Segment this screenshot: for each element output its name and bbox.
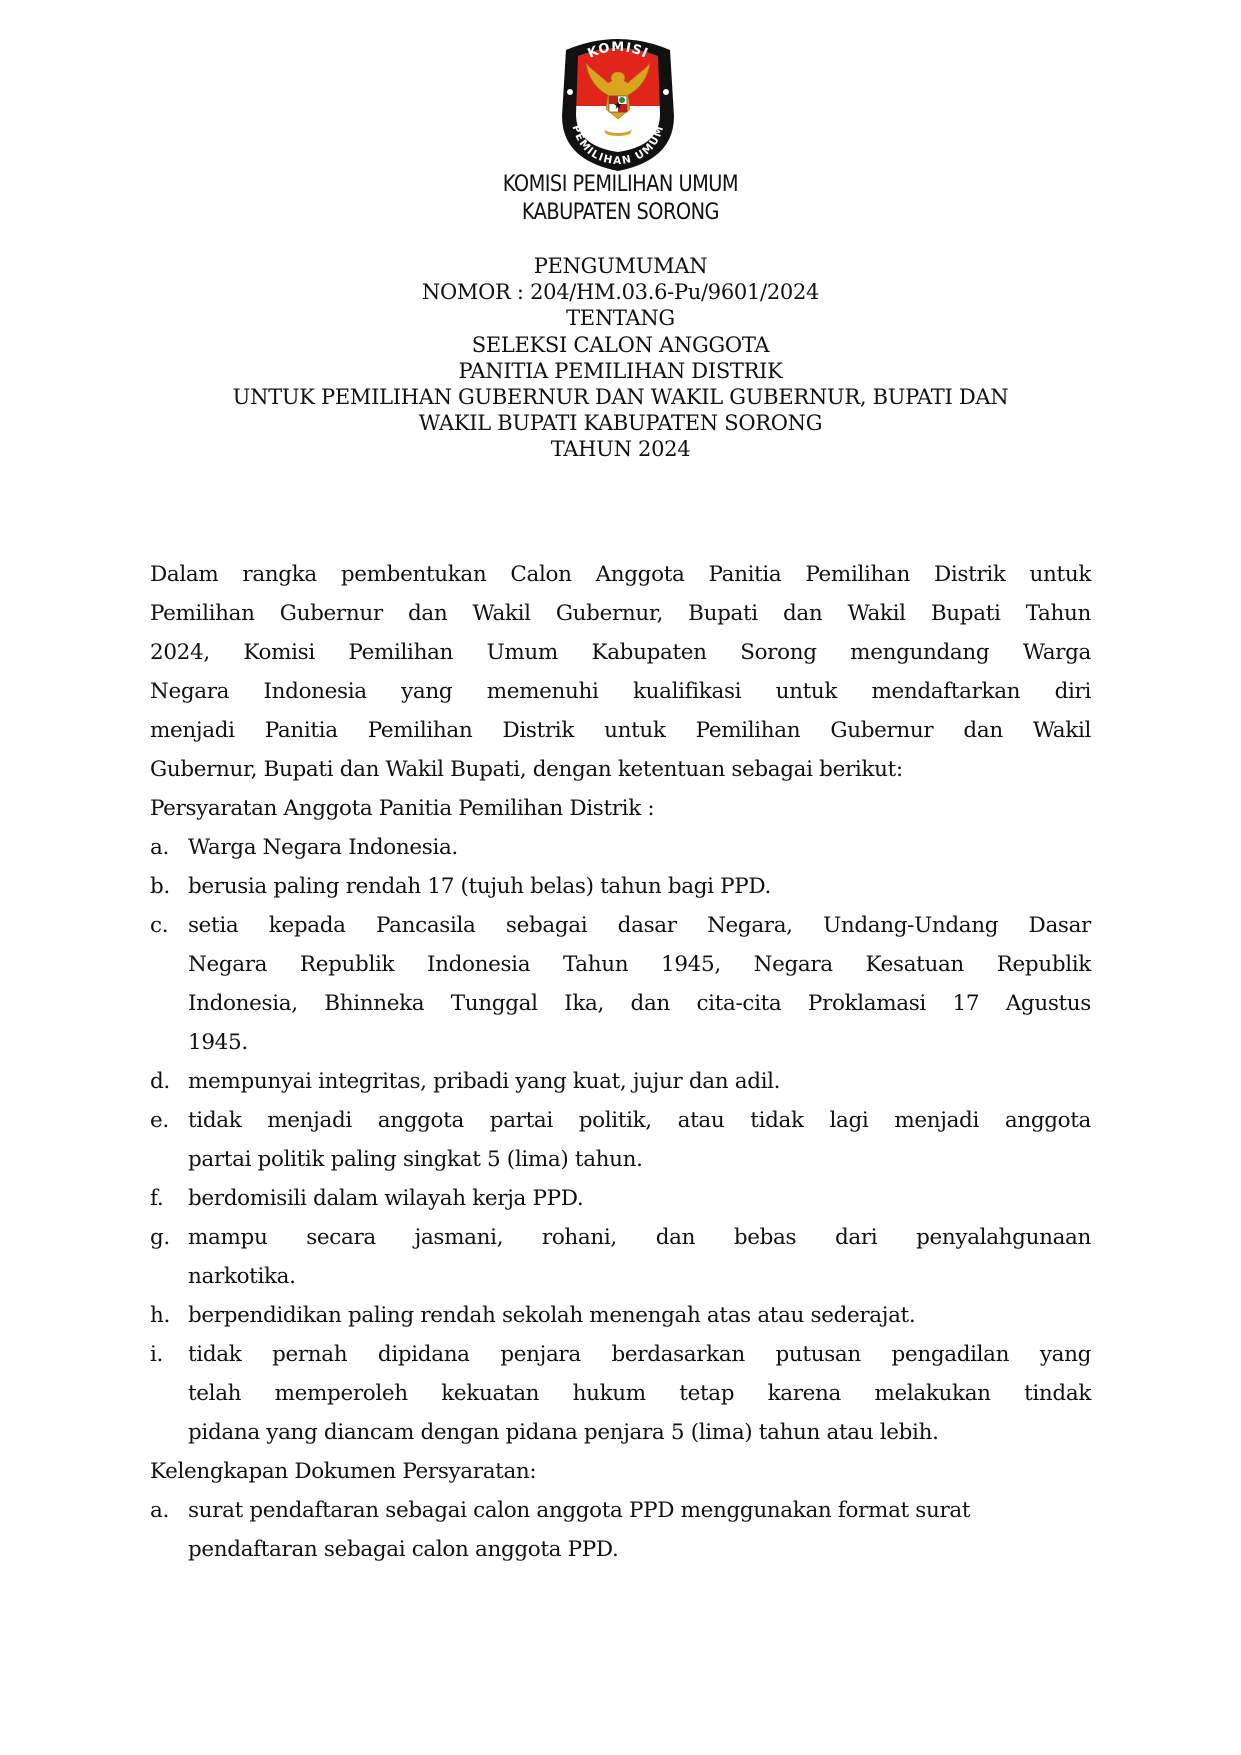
requirement-item: Warga Negara Indonesia. xyxy=(188,835,458,860)
announcement-subject-3: UNTUK PEMILIHAN GUBERNUR DAN WAKIL GUBERNUR, BUPATI DAN xyxy=(232,385,1009,409)
requirement-item: berpendidikan paling rendah sekolah menengah atas atau sederajat. xyxy=(188,1303,916,1328)
requirement-item: mempunyai integritas, pribadi yang kuat, jujur dan adil. xyxy=(188,1069,781,1094)
requirement-item-cont: pidana yang diancam dengan pidana penjara 5 (lima) tahun atau lebih. xyxy=(188,1420,939,1445)
intro-line: 2024, Komisi Pemilihan Umum Kabupaten Sorong mengundang Warga xyxy=(150,640,1091,665)
announcement-number: NOMOR : 204/HM.03.6-Pu/9601/2024 xyxy=(421,280,820,304)
announcement-subject-2: PANITIA PEMILIHAN DISTRIK xyxy=(458,359,783,383)
list-marker: d. xyxy=(150,1069,170,1094)
requirement-item: setia kepada Pancasila sebagai dasar Negara, Undang-Undang Dasar xyxy=(188,913,1091,938)
list-marker: h. xyxy=(150,1303,170,1328)
requirement-item-cont: Negara Republik Indonesia Tahun 1945, Negara Kesatuan Republik xyxy=(188,952,1091,977)
logo-bottom-text: PEMILIHAN UMUM xyxy=(569,123,667,168)
list-marker: b. xyxy=(150,874,170,899)
list-marker: f. xyxy=(150,1186,164,1211)
requirement-item: berusia paling rendah 17 (tujuh belas) tahun bagi PPD. xyxy=(188,874,771,899)
list-marker: g. xyxy=(150,1225,170,1250)
requirement-item: mampu secara jasmani, rohani, dan bebas dari penyalahgunaan xyxy=(188,1225,1091,1250)
intro-line: Negara Indonesia yang memenuhi kualifikasi untuk mendaftarkan diri xyxy=(150,679,1091,704)
requirement-item-cont: telah memperoleh kekuatan hukum tetap karena melakukan tindak xyxy=(188,1381,1091,1406)
list-marker: a. xyxy=(150,835,169,860)
document-item: surat pendaftaran sebagai calon anggota PPD menggunakan format surat xyxy=(188,1498,971,1523)
requirement-item-cont: 1945. xyxy=(188,1030,248,1055)
list-marker: a. xyxy=(150,1498,169,1523)
requirements-heading: Persyaratan Anggota Panitia Pemilihan Distrik : xyxy=(150,796,655,821)
requirement-item-cont: Indonesia, Bhinneka Tunggal Ika, dan cita-cita Proklamasi 17 Agustus xyxy=(188,991,1091,1016)
org-name-line2: KABUPATEN SORONG xyxy=(521,200,720,225)
intro-line: menjadi Panitia Pemilihan Distrik untuk Pemilihan Gubernur dan Wakil xyxy=(150,718,1091,743)
list-marker: i. xyxy=(150,1342,164,1367)
intro-line: Dalam rangka pembentukan Calon Anggota Panitia Pemilihan Distrik untuk xyxy=(150,562,1091,587)
announcement-title: PENGUMUMAN xyxy=(533,254,708,278)
list-marker: e. xyxy=(150,1108,169,1133)
announcement-subject-4: WAKIL BUPATI KABUPATEN SORONG xyxy=(418,411,823,435)
requirement-item-cont: narkotika. xyxy=(188,1264,296,1289)
documents-heading: Kelengkapan Dokumen Persyaratan: xyxy=(150,1459,537,1484)
intro-line: Gubernur, Bupati dan Wakil Bupati, dengan ketentuan sebagai berikut: xyxy=(150,757,903,782)
list-marker: c. xyxy=(150,913,169,938)
requirement-item: tidak menjadi anggota partai politik, atau tidak lagi menjadi anggota xyxy=(188,1108,1091,1133)
announcement-subject-1: SELEKSI CALON ANGGOTA xyxy=(471,333,770,357)
logo-top-text: KOMISI xyxy=(585,39,651,62)
kpu-logo xyxy=(556,34,680,172)
document-item-cont: pendaftaran sebagai calon anggota PPD. xyxy=(188,1537,619,1562)
org-name-line1: KOMISI PEMILIHAN UMUM xyxy=(502,172,739,197)
intro-line: Pemilihan Gubernur dan Wakil Gubernur, Bupati dan Wakil Bupati Tahun xyxy=(150,601,1091,626)
announcement-year: TAHUN 2024 xyxy=(550,437,691,461)
announcement-about: TENTANG xyxy=(566,306,675,330)
requirement-item-cont: partai politik paling singkat 5 (lima) tahun. xyxy=(188,1147,643,1172)
requirement-item: tidak pernah dipidana penjara berdasarkan putusan pengadilan yang xyxy=(188,1342,1091,1367)
requirement-item: berdomisili dalam wilayah kerja PPD. xyxy=(188,1186,584,1211)
